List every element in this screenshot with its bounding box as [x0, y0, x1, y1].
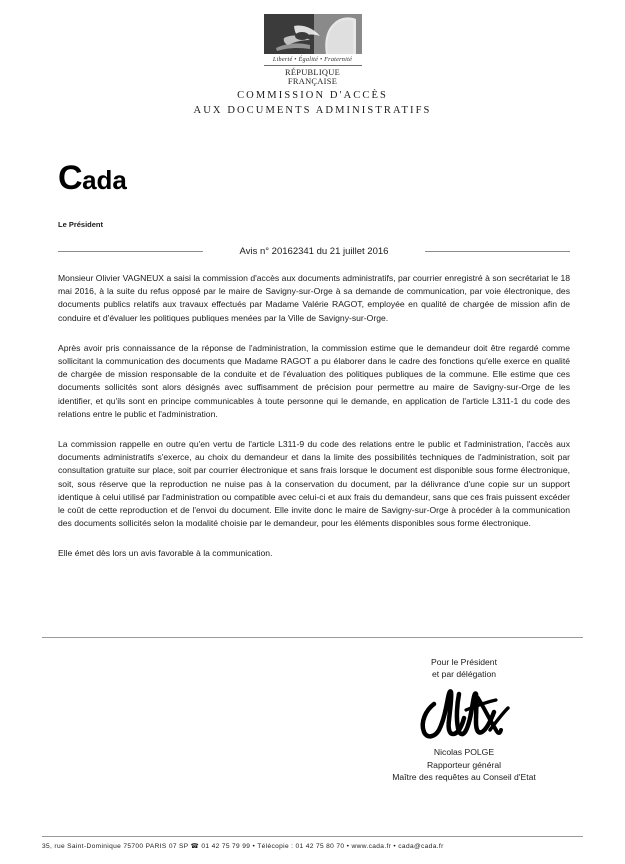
footer-separator-1: • [252, 843, 256, 850]
footer-website[interactable]: www.cada.fr [351, 843, 392, 850]
commission-title-line2: AUX DOCUMENTS ADMINISTRATIFS [193, 105, 432, 116]
marianne-profile-icon [264, 14, 362, 54]
cada-logo-initial: C [58, 159, 83, 197]
signature-block [348, 656, 580, 784]
commission-title [0, 88, 625, 118]
document-body [58, 272, 570, 578]
republic-name: RÉPUBLIQUE FRANÇAISE [284, 67, 341, 86]
cada-logo [58, 161, 127, 195]
footer-rule [42, 836, 583, 837]
handwritten-signature-icon [348, 684, 580, 746]
avis-title: Avis n° 20162341 du 21 juillet 2016 [239, 246, 389, 257]
delegation-line-2: et par délégation [431, 669, 497, 679]
signatory-title: Rapporteur général [426, 759, 502, 770]
delegation-lines [348, 656, 580, 680]
phone-icon: ☎ [190, 843, 200, 850]
cada-logo-rest: ada [82, 165, 127, 195]
body-paragraph-1: Monsieur Olivier VAGNEUX a saisi la commission d'accès aux documents administratifs, par courrier enregistré à son secrétariat le 18 mai 2016, à la suite du refus opposé par le maire de Savigny-sur-Orge à sa demande de communication, par voie électronique, des documents publics relatifs aux travaux effectués par Madame Valérie RAGOT, employée en qualité de chargée de mission afin de conduire et d'évaluer les politiques publiques menées par la Ville de Savigny-sur-Orge. [58, 273, 570, 323]
signatory-name: Nicolas POLGE [433, 747, 495, 757]
avis-heading-row [58, 246, 570, 257]
footer-separator-2: • [346, 843, 350, 850]
footer-fax: Télécopie : 01 42 75 80 70 [257, 843, 345, 850]
commission-title-line1: COMMISSION D'ACCÈS [237, 90, 388, 101]
footer-phone: 01 42 75 79 99 [201, 843, 251, 850]
signature-divider [42, 637, 583, 638]
avis-rule-left [58, 251, 203, 252]
republic-motto: Liberté • Égalité • Fraternité [264, 56, 362, 66]
footer-separator-3: • [393, 843, 397, 850]
footer-contact-line [42, 842, 583, 850]
signatory-qualification: Maître des requêtes au Conseil d'Etat [392, 772, 536, 782]
delegation-line-1: Pour le Président [431, 657, 497, 667]
signatory-details [348, 746, 580, 784]
body-conclusion: Elle émet dès lors un avis favorable à la communication. [58, 548, 273, 559]
avis-rule-right [425, 251, 570, 252]
president-label: Le Président [58, 220, 104, 229]
body-paragraph-2: Après avoir pris connaissance de la réponse de l'administration, la commission estime que le demandeur doit être regardé comme sollicitant la communication des documents que Madame RAGOT a pu élaborer dans le cadre des fonctions qu'elle exerce en qualité de chargée de mission responsable de la conduite et de l'évaluation des politiques publiques de la commune. Elle estime que ces documents sollicités sont alors désignés avec suffisamment de précision pour permettre au maire de Savigny-sur-Orge de les identifier, et qu'ils sont en principe communicables à toute personne qui le demande, en application de l'article L311-1 du code des relations entre le public et l'administration. [58, 342, 570, 419]
footer-email[interactable]: cada@cada.fr [398, 843, 444, 850]
republic-emblem-block [0, 14, 625, 86]
footer-address: 35, rue Saint-Dominique 75700 PARIS 07 SP [42, 843, 189, 850]
document-footer [42, 836, 583, 850]
body-paragraph-3: La commission rappelle en outre qu'en vertu de l'article L311-9 du code des relations entre le public et l'administration, l'accès aux documents administratifs s'exerce, au choix du demandeur et dans la limite des possibilités techniques de l'administration, soit par consultation gratuite sur place, soit par courrier électronique et sans frais lorsque le document est disponible sous forme électronique, soit, sous réserve que la reproduction ne nuise pas à la conservation du document, par la délivrance d'une copie sur un support identique à celui utilisé par l'administration ou compatible avec celui-ci et aux frais du demandeur, sans que ces frais puissent excéder le coût de cette reproduction et de l'envoi du document. Elle invite donc le maire de Savigny-sur-Orge à procéder à la communication des documents sollicités selon la modalité choisie par le demandeur, pour les éléments disponibles sous forme électronique. [58, 439, 570, 529]
